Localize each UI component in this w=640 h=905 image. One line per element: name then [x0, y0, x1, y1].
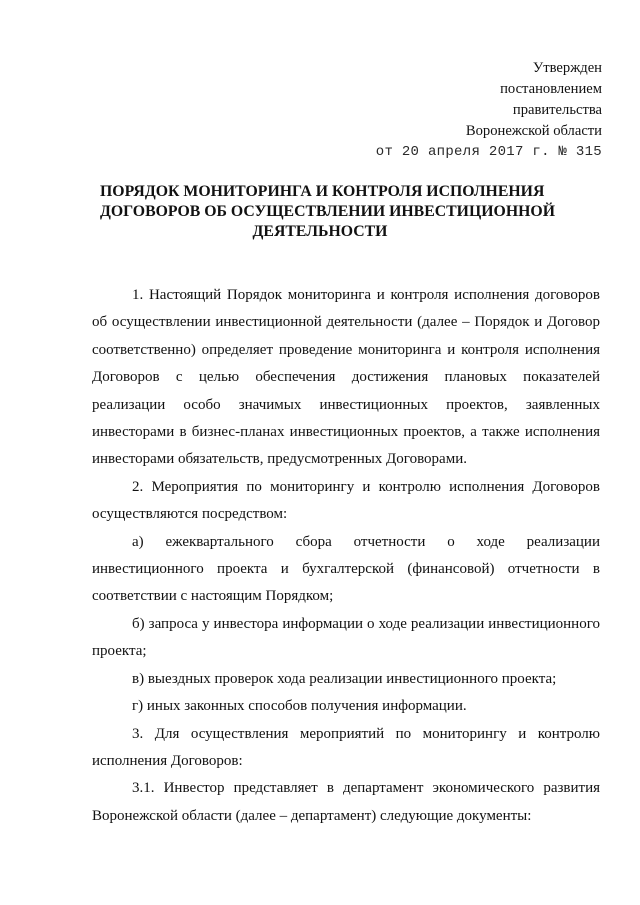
title-line-1: ПОРЯДОК МОНИТОРИНГА И КОНТРОЛЯ ИСПОЛНЕНИЯ	[100, 183, 545, 200]
document-title	[100, 182, 555, 242]
title-line-3: ДЕЯТЕЛЬНОСТИ	[252, 223, 388, 240]
approval-line-government: правительства	[512, 102, 602, 118]
approval-date-number: от 20 апреля 2017 г. № 315	[375, 144, 602, 160]
paragraph-2a: а) ежеквартального сбора отчетности о ходе реализации инвестиционного проекта и бухгалтерской (финансовой) отчетности в соответствии с настоящим Порядком;	[92, 533, 600, 605]
paragraph-2c: в) выездных проверок хода реализации инвестиционного проекта;	[132, 670, 557, 687]
paragraph-3: 3. Для осуществления мероприятий по мониторингу и контролю исполнения Договоров:	[92, 725, 600, 769]
approval-line-region: Воронежской области	[465, 123, 602, 139]
approval-stamp	[376, 58, 602, 163]
document-body	[92, 282, 600, 830]
paragraph-3-1: 3.1. Инвестор представляет в департамент экономического развития Воронежской области (далее – департамент) следующие документы:	[92, 780, 600, 824]
approval-line-resolution: постановлением	[500, 81, 602, 97]
paragraph-2: 2. Мероприятия по мониторингу и контролю исполнения Договоров осуществляются посредством:	[92, 478, 600, 523]
paragraph-1: 1. Настоящий Порядок мониторинга и контроля исполнения договоров об осуществлении инвестиционной деятельности (далее – Порядок и Договор соответственно) определяет проведение мониторинга и контроля исполнения Договоров с целью обеспечения достижения плановых показателей реализации особо значимых инвестиционных проектов, заявленных инвесторами в бизнес-планах инвестиционных проектов, а также исполнения инвесторами обязательств, предусмотренных Договорами.	[92, 287, 600, 468]
title-line-2: ДОГОВОРОВ ОБ ОСУЩЕСТВЛЕНИИ ИНВЕСТИЦИОННОЙ	[100, 203, 555, 220]
paragraph-2b: б) запроса у инвестора информации о ходе реализации инвестиционного проекта;	[92, 615, 600, 660]
approval-line-approved: Утвержден	[532, 60, 602, 76]
paragraph-2d: г) иных законных способов получения информации.	[132, 698, 467, 715]
